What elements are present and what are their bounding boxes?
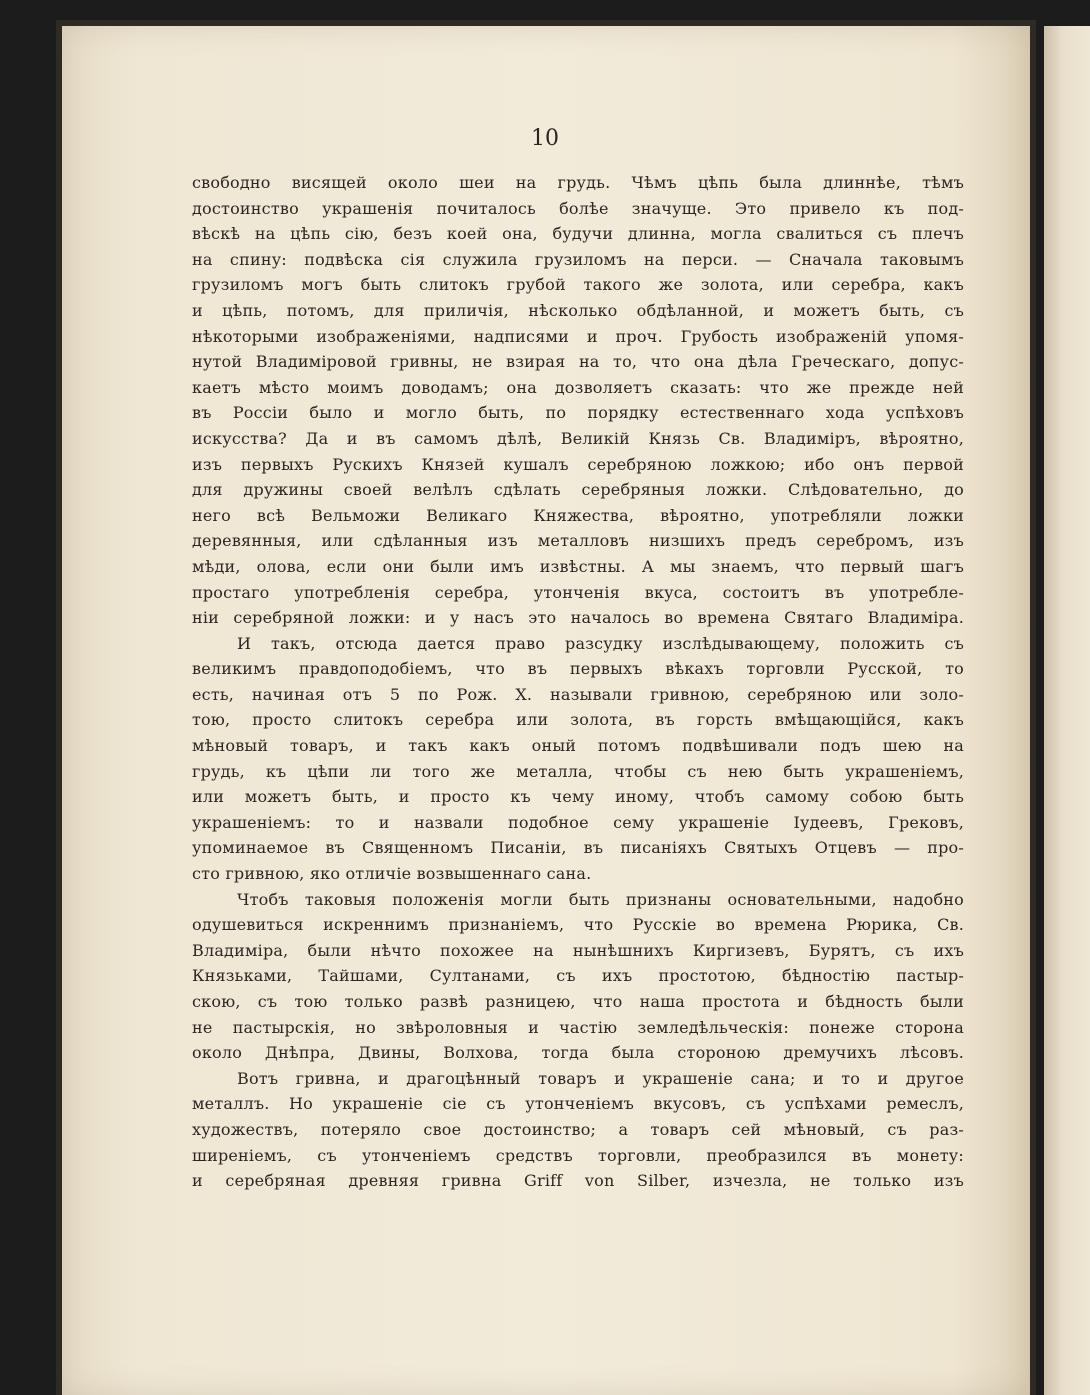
text-line: одушевиться искреннимъ признаніемъ, что Русскіе во времена Рюрика, Св. [192, 915, 964, 935]
paragraph-1 [192, 170, 964, 631]
text-line: мѣновый товаръ, и такъ какъ оный потомъ подвѣшивали подъ шею на [192, 736, 964, 756]
text-line: деревянныя, или сдѣланныя изъ металловъ низшихъ предъ серебромъ, изъ [192, 531, 964, 551]
text-line: или можетъ быть, и просто къ чему иному, чтобъ самому собою быть [192, 787, 964, 807]
text-line: Князьками, Тайшами, Султанами, съ ихъ простотою, бѣдностію пастыр- [192, 966, 964, 986]
text-line: и серебряная древняя гривна Griff von Silber, изчезла, не только изъ [192, 1171, 964, 1191]
text-line: мѣди, олова, если они были имъ извѣстны. А мы знаемъ, что первый шагъ [192, 556, 964, 576]
paragraph-3 [192, 887, 964, 1066]
paragraph-2 [192, 631, 964, 887]
text-line: свободно висящей около шеи на грудь. Чѣмъ цѣпь была длиннѣе, тѣмъ [192, 173, 964, 192]
page-number: 10 [531, 126, 559, 151]
text-line: грудь, къ цѣпи ли того же металла, чтобы съ нею быть украшеніемъ, [192, 761, 964, 781]
text-line: нѣкоторыми изображеніями, надписями и проч. Грубость изображеній упомя- [192, 326, 964, 346]
text-line: нутой Владиміровой гривны, не взирая на то, что она дѣла Греческаго, допус- [192, 352, 964, 372]
text-line: и цѣпь, потомъ, для приличія, нѣсколько обдѣланной, и можетъ быть, съ [192, 300, 964, 320]
text-line: въ Россіи было и могло быть, по порядку естественнаго хода успѣховъ [192, 403, 964, 423]
text-line: вѣскѣ на цѣпь сію, безъ коей она, будучи длинна, могла свалиться съ плечъ [192, 224, 964, 244]
text-line: сто гривною, яко отличіе возвышеннаго сана. [192, 864, 592, 884]
text-line: Владиміра, были нѣчто похожее на нынѣшнихъ Киргизевъ, Бурятъ, съ ихъ [192, 940, 964, 960]
text-line: достоинство украшенія почиталось болѣе значуще. Это привело къ под- [192, 198, 964, 218]
text-line: тою, просто слитокъ серебра или золота, въ горсть вмѣщающійся, какъ [192, 710, 964, 730]
text-line: около Днѣпра, Двины, Волхова, тогда была стороною дремучихъ лѣсовъ. [192, 1043, 964, 1063]
text-line: искусства? Да и въ самомъ дѣлѣ, Великій Князь Св. Владиміръ, вѣроятно, [192, 428, 964, 448]
text-line: не пастырскія, но звѣроловныя и частію земледѣльческія: понеже сторона [192, 1017, 964, 1037]
paragraph-4 [192, 1066, 964, 1194]
text-line: простаго употребленія серебра, утонченія вкуса, состоитъ въ употребле- [192, 582, 964, 602]
text-line: Чтобъ таковыя положенія могли быть признаны основательными, надобно [237, 889, 964, 909]
text-line: есть, начиная отъ 5 по Рож. Х. называли гривною, серебряною или золо- [192, 684, 964, 704]
text-line: великимъ правдоподобіемъ, что въ первыхъ вѣкахъ торговли Русской, то [192, 659, 964, 679]
text-line: металлъ. Но украшеніе сіе съ утонченіемъ вкусовъ, съ успѣхами ремеслъ, [192, 1094, 964, 1114]
text-line: Вотъ гривна, и драгоцѣнный товаръ и украшеніе сана; и то и другое [237, 1068, 964, 1088]
text-line: на спину: подвѣска сія служила грузиломъ на перси. — Сначала таковымъ [192, 249, 964, 269]
text-line: каетъ мѣсто моимъ доводамъ; она дозволяетъ сказать: что же прежде ней [192, 377, 964, 397]
facing-page-edge [1044, 26, 1090, 1395]
text-line: упоминаемое въ Священномъ Писаніи, въ писаніяхъ Святыхъ Отцевъ — про- [192, 838, 964, 858]
text-line: художествъ, потеряло свое достоинство; а товаръ сей мѣновый, съ раз- [192, 1119, 964, 1139]
body-text [192, 170, 964, 1194]
text-line: И такъ, отсюда дается право разсудку изслѣдывающему, положить съ [237, 633, 964, 653]
text-line: скою, съ тою только развѣ разницею, что наша простота и бѣдность были [192, 992, 964, 1011]
text-line: для дружины своей велѣлъ сдѣлать серебряныя ложки. Слѣдовательно, до [192, 480, 964, 500]
text-line: ширеніемъ, съ утонченіемъ средствъ торговли, преобразился въ монету: [192, 1145, 964, 1165]
text-line: ніи серебряной ложки: и у насъ это началось во времена Святаго Владиміра. [192, 608, 964, 628]
text-line: изъ первыхъ Рускихъ Князей кушалъ серебряною ложкою; ибо онъ первой [192, 454, 964, 474]
text-line: украшеніемъ: то и назвали подобное сему украшеніе Іудеевъ, Грековъ, [192, 812, 964, 832]
text-line: него всѣ Вельможи Великаго Княжества, вѣроятно, употребляли ложки [192, 505, 964, 525]
text-line: грузиломъ могъ быть слитокъ грубой такого же золота, или серебра, какъ [192, 275, 964, 295]
